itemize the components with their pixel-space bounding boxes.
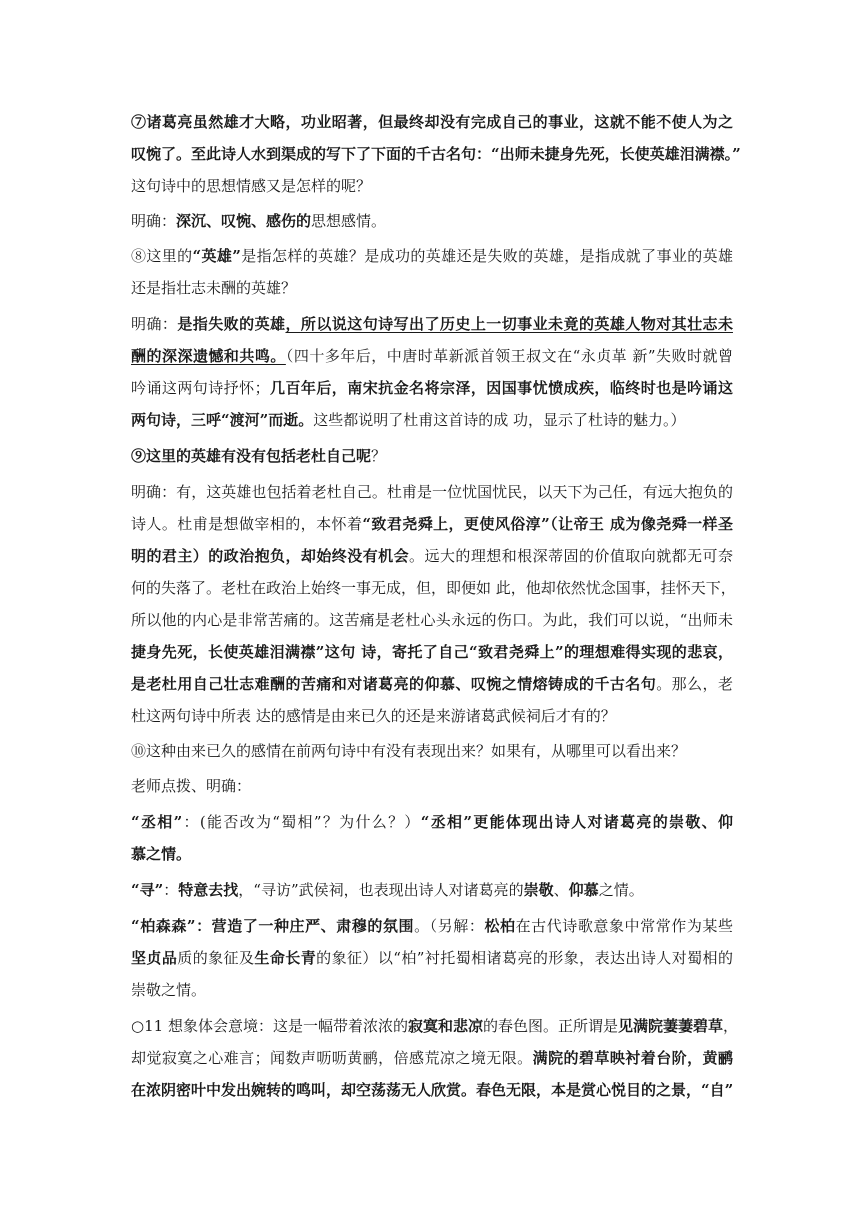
t1-line-1 — [131, 811, 733, 833]
t2-colon: ： — [163, 881, 179, 899]
p7-line-1: ⑦诸葛亮虽然雄才大略，功业昭著，但最终却没有完成自己的事业，这就不能不使人为之 — [131, 113, 733, 131]
t3-line-3: 崇敬之情。 — [131, 981, 207, 999]
answer-9-line-6 — [131, 641, 733, 663]
p9-tail: ？ — [371, 447, 387, 465]
answer-8-line-4 — [131, 409, 733, 431]
answer-9-line-3b: 。远大的理想和根深蒂固的价值取向就都无可奈 — [409, 547, 733, 565]
p7-line-3: 这句诗中的思想情感又是怎样的呢？ — [131, 177, 372, 195]
p11-bold-d: 见满院萋萋碧草 — [617, 1017, 723, 1035]
t2-term: “寻” — [131, 881, 164, 899]
teacher-note: 老师点拨、明确： — [131, 777, 252, 795]
answer-8-prefix: 明确： — [131, 315, 178, 333]
t3-line-2 — [131, 947, 733, 969]
t2-text-f: 、 — [553, 881, 569, 899]
answer-8-bold-4: 两句诗，三呼“渡河”而逝。 — [131, 411, 314, 429]
answer-9-bold-6b: 这句 诗，寄托了自己“致君尧舜上”的理想难得实现的悲哀， — [324, 643, 733, 661]
p11-text-2a: 却觉寂寞之心难言；闻数声呖呖黄鹂，倍感荒凉之境无限。 — [131, 1049, 533, 1067]
p8-line-2: 还是指壮志未酬的英雄？ — [131, 279, 297, 297]
p11-line-2 — [131, 1047, 733, 1069]
answer-8-line-4b: 这些都说明了杜甫这首诗的成 功，显示了杜诗的魅力。） — [313, 411, 686, 429]
answer-8-bold: 是指失败的英雄 — [177, 315, 286, 333]
p11-line-3: 在浓阴密叶中发出婉转的鸣叫，却空荡荡无人欣赏。春色无限，本是赏心悦目的之景，“自” — [131, 1081, 734, 1099]
t3-text-2b: 质的象征及 — [177, 949, 255, 967]
answer-7-suffix: 思想感情。 — [311, 212, 387, 230]
t3-text-d: 在古代诗歌意象中常常作为某些 — [515, 917, 733, 935]
p11-line-1 — [131, 1015, 739, 1037]
answer-9-bold-6a: 捷身先死，长使英雄泪满襟” — [131, 643, 325, 661]
t3-bold-2c: 生命长青 — [254, 949, 317, 967]
t3-bold-a: “柏森森”：营造了一种庄严、肃穆的氛围 — [131, 917, 415, 935]
answer-8-bold-3: 几百年后，南宋抗金名将宗泽，因国事忧愤成疾，临终时也是吟诵这 — [269, 379, 733, 397]
answer-9-line-1: 明确：有，这英雄也包括着老杜自己。杜甫是一位忧国忧民，以天下为己任，有远大抱负的 — [131, 483, 733, 501]
t1-answer: “丞相”更能体现出诗人对诸葛亮的崇敬、仰 — [420, 813, 733, 831]
t3-line-1 — [131, 915, 733, 937]
answer-9-bold-3: 明的君主）的政治抱负，却始终没有机会 — [131, 547, 410, 565]
answer-7-bold: 深沉、叹惋、感伤的 — [176, 212, 312, 230]
p8-line-1c: 是指怎样的英雄？是成功的英雄还是失败的英雄，是指成就了事业的英雄 — [240, 247, 733, 265]
answer-9-line-2a: 诗人。杜甫是想做宰相的，本怀着 — [131, 515, 363, 533]
answer-8-line-2 — [131, 345, 733, 367]
p8-line-1 — [131, 245, 733, 267]
answer-9-line-7b: 。那么，老 — [656, 675, 733, 693]
answer-8-underlined: ，所以说这句诗写出了历史上一切事业未竟的英雄人物对其壮志未 — [285, 315, 733, 333]
answer-8-line-3a: 吟诵这两句诗抒怀； — [131, 379, 270, 397]
p11-text-e: ， — [723, 1017, 739, 1035]
answer-7-prefix: 明确： — [131, 212, 177, 230]
answer-8-line-1 — [131, 313, 733, 335]
t1-term: “丞相” — [131, 813, 183, 831]
answer-9-line-4: 何的失落了。老杜在政治上始终一事无成，但，即便如 此，他却依然忧念国事，挂怀天下， — [131, 579, 736, 597]
t2-bold-g: 仰慕 — [568, 881, 599, 899]
answer-9-line-2 — [131, 513, 733, 535]
p8-line-1a: ⑧这里的 — [131, 247, 193, 265]
p7-line-2: 叹惋了。至此诗人水到渠成的写下了下面的千古名句：“出师未捷身先死，长使英雄泪满襟。” — [131, 145, 741, 163]
t3-bold-c: 松柏 — [484, 917, 516, 935]
answer-7 — [131, 210, 733, 232]
t3-text-2d: 的象征）以“柏”衬托蜀相诸葛亮的形象，表达出诗人对蜀相的 — [316, 949, 733, 967]
answer-9-line-7 — [131, 673, 733, 695]
p9-question — [131, 445, 733, 467]
answer-9-quote: “致君尧舜上，更使风俗淳” — [362, 515, 550, 533]
answer-8-underlined-2: 酬的深深遗憾和共鸣。 — [131, 347, 286, 365]
t1-question: ：(能否改为“蜀相”？为什么？） — [182, 813, 421, 831]
t2-bold-c: 特意去找 — [178, 881, 239, 899]
p9-bold: ⑨这里的英雄有没有包括老杜自己呢 — [131, 447, 372, 465]
p11-bold-2b: 满院的碧草映衬着台阶，黄鹂 — [532, 1049, 733, 1067]
answer-8-line-2b: （四十多年后，中唐时革新派首领王叔文在“永贞革 新”失败时就曾 — [285, 347, 733, 365]
t1-line-2: 慕之情。 — [131, 845, 192, 863]
answer-9-line-5: 所以他的内心是非常苦痛的。这苦痛是老杜心头永远的伤口。为此，我们可以说，“出师未 — [131, 611, 733, 629]
p11-text-a: ○11 想象体会意境：这是一幅带着浓浓的 — [131, 1017, 408, 1035]
p10-question: ⑩这种由来已久的感情在前两句诗中有没有表现出来？如果有，从哪里可以看出来？ — [131, 742, 687, 760]
answer-9-line-2c: （让帝王 成为像尧舜一样圣 — [549, 515, 733, 533]
t3-bold-2a: 坚贞品 — [131, 949, 178, 967]
answer-9-line-3 — [131, 545, 733, 567]
t2-bold-e: 崇敬 — [523, 881, 554, 899]
p8-hero-term: “英雄” — [192, 247, 241, 265]
answer-8-line-3 — [131, 377, 733, 399]
p11-bold-b: 寂寞和悲凉 — [407, 1017, 483, 1035]
t2-line — [131, 879, 733, 901]
answer-9-bold-7: 是老杜用自己壮志难酬的苦痛和对诸葛亮的仰慕、叹惋之情熔铸成的千古名句 — [131, 675, 657, 693]
t2-text-h: 之情。 — [598, 881, 644, 899]
answer-9-line-8: 杜这两句诗中所表 达的感情是由来已久的还是来游诸葛武候祠后才有的？ — [131, 707, 616, 725]
p11-text-c: 的春色图。正所谓是 — [482, 1017, 618, 1035]
t3-text-b: 。（另解： — [414, 917, 485, 935]
t2-text-d: ，“寻访”武侯祠，也表现出诗人对诸葛亮的 — [238, 881, 524, 899]
